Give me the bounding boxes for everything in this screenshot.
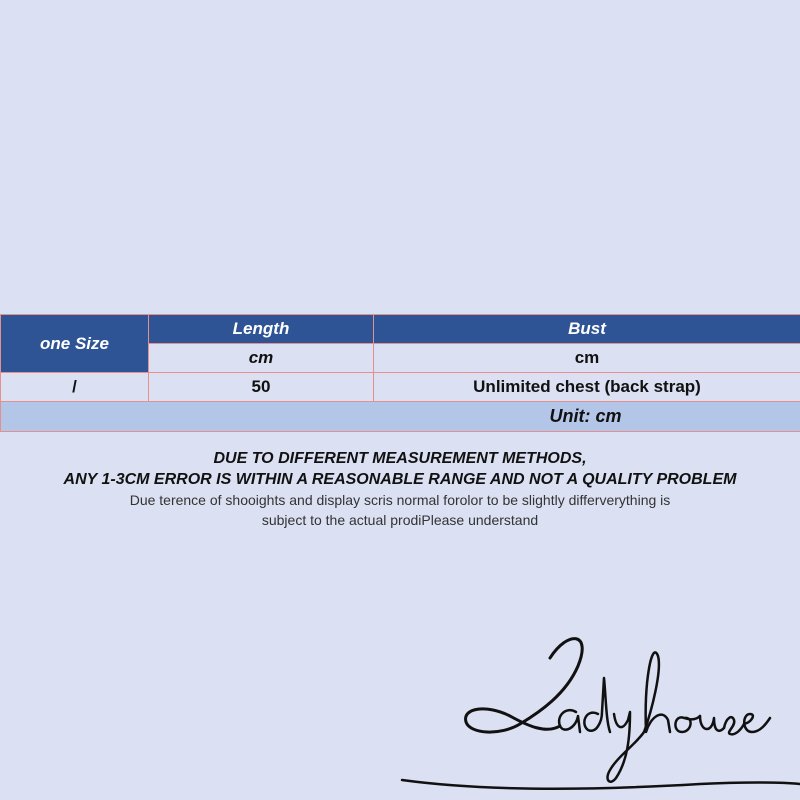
size-chart-table <box>0 314 800 432</box>
size-header-cell: one Size <box>1 315 149 373</box>
logo-letter-a <box>559 710 580 732</box>
ladyhouse-logo <box>400 620 800 800</box>
logo-letter-h <box>644 652 670 732</box>
bust-value-cell: Unlimited chest (back strap) <box>374 373 800 402</box>
length-unit-cell: cm <box>149 344 374 373</box>
logo-letter-d <box>584 678 610 732</box>
unit-note-cell <box>1 402 800 432</box>
table-row <box>1 373 800 402</box>
size-value-cell: / <box>1 373 149 402</box>
notice-line-2: ANY 1-3CM ERROR IS WITHIN A REASONABLE RANGE AND NOT A QUALITY PROBLEM <box>63 471 737 488</box>
logo-letter-s <box>724 717 744 734</box>
logo-letter-u <box>700 716 724 731</box>
logo-letter-e <box>744 714 770 732</box>
bust-unit-cell: cm <box>374 344 800 373</box>
length-value-cell: 50 <box>149 373 374 402</box>
disclaimer-line-2: subject to the actual prodiPlease understand <box>261 512 539 528</box>
logo-letter-l <box>466 639 583 732</box>
unit-note-row <box>1 402 800 432</box>
measurement-notice <box>0 448 800 490</box>
notice-line-1: DUE TO DIFFERENT MEASUREMENT METHODS, <box>213 450 587 467</box>
length-header-cell: Length <box>149 315 374 344</box>
logo-underline-swoosh <box>402 780 800 789</box>
header-row <box>1 315 800 344</box>
logo-letter-o <box>675 716 700 732</box>
bust-header-cell: Bust <box>374 315 800 344</box>
unit-note-text: Unit: cm <box>549 406 622 426</box>
logo-letter-y <box>608 712 644 782</box>
disclaimer-line-1: Due terence of shooights and display scris normal forolor to be slightly differverything is <box>129 492 671 508</box>
color-disclaimer <box>0 490 800 530</box>
